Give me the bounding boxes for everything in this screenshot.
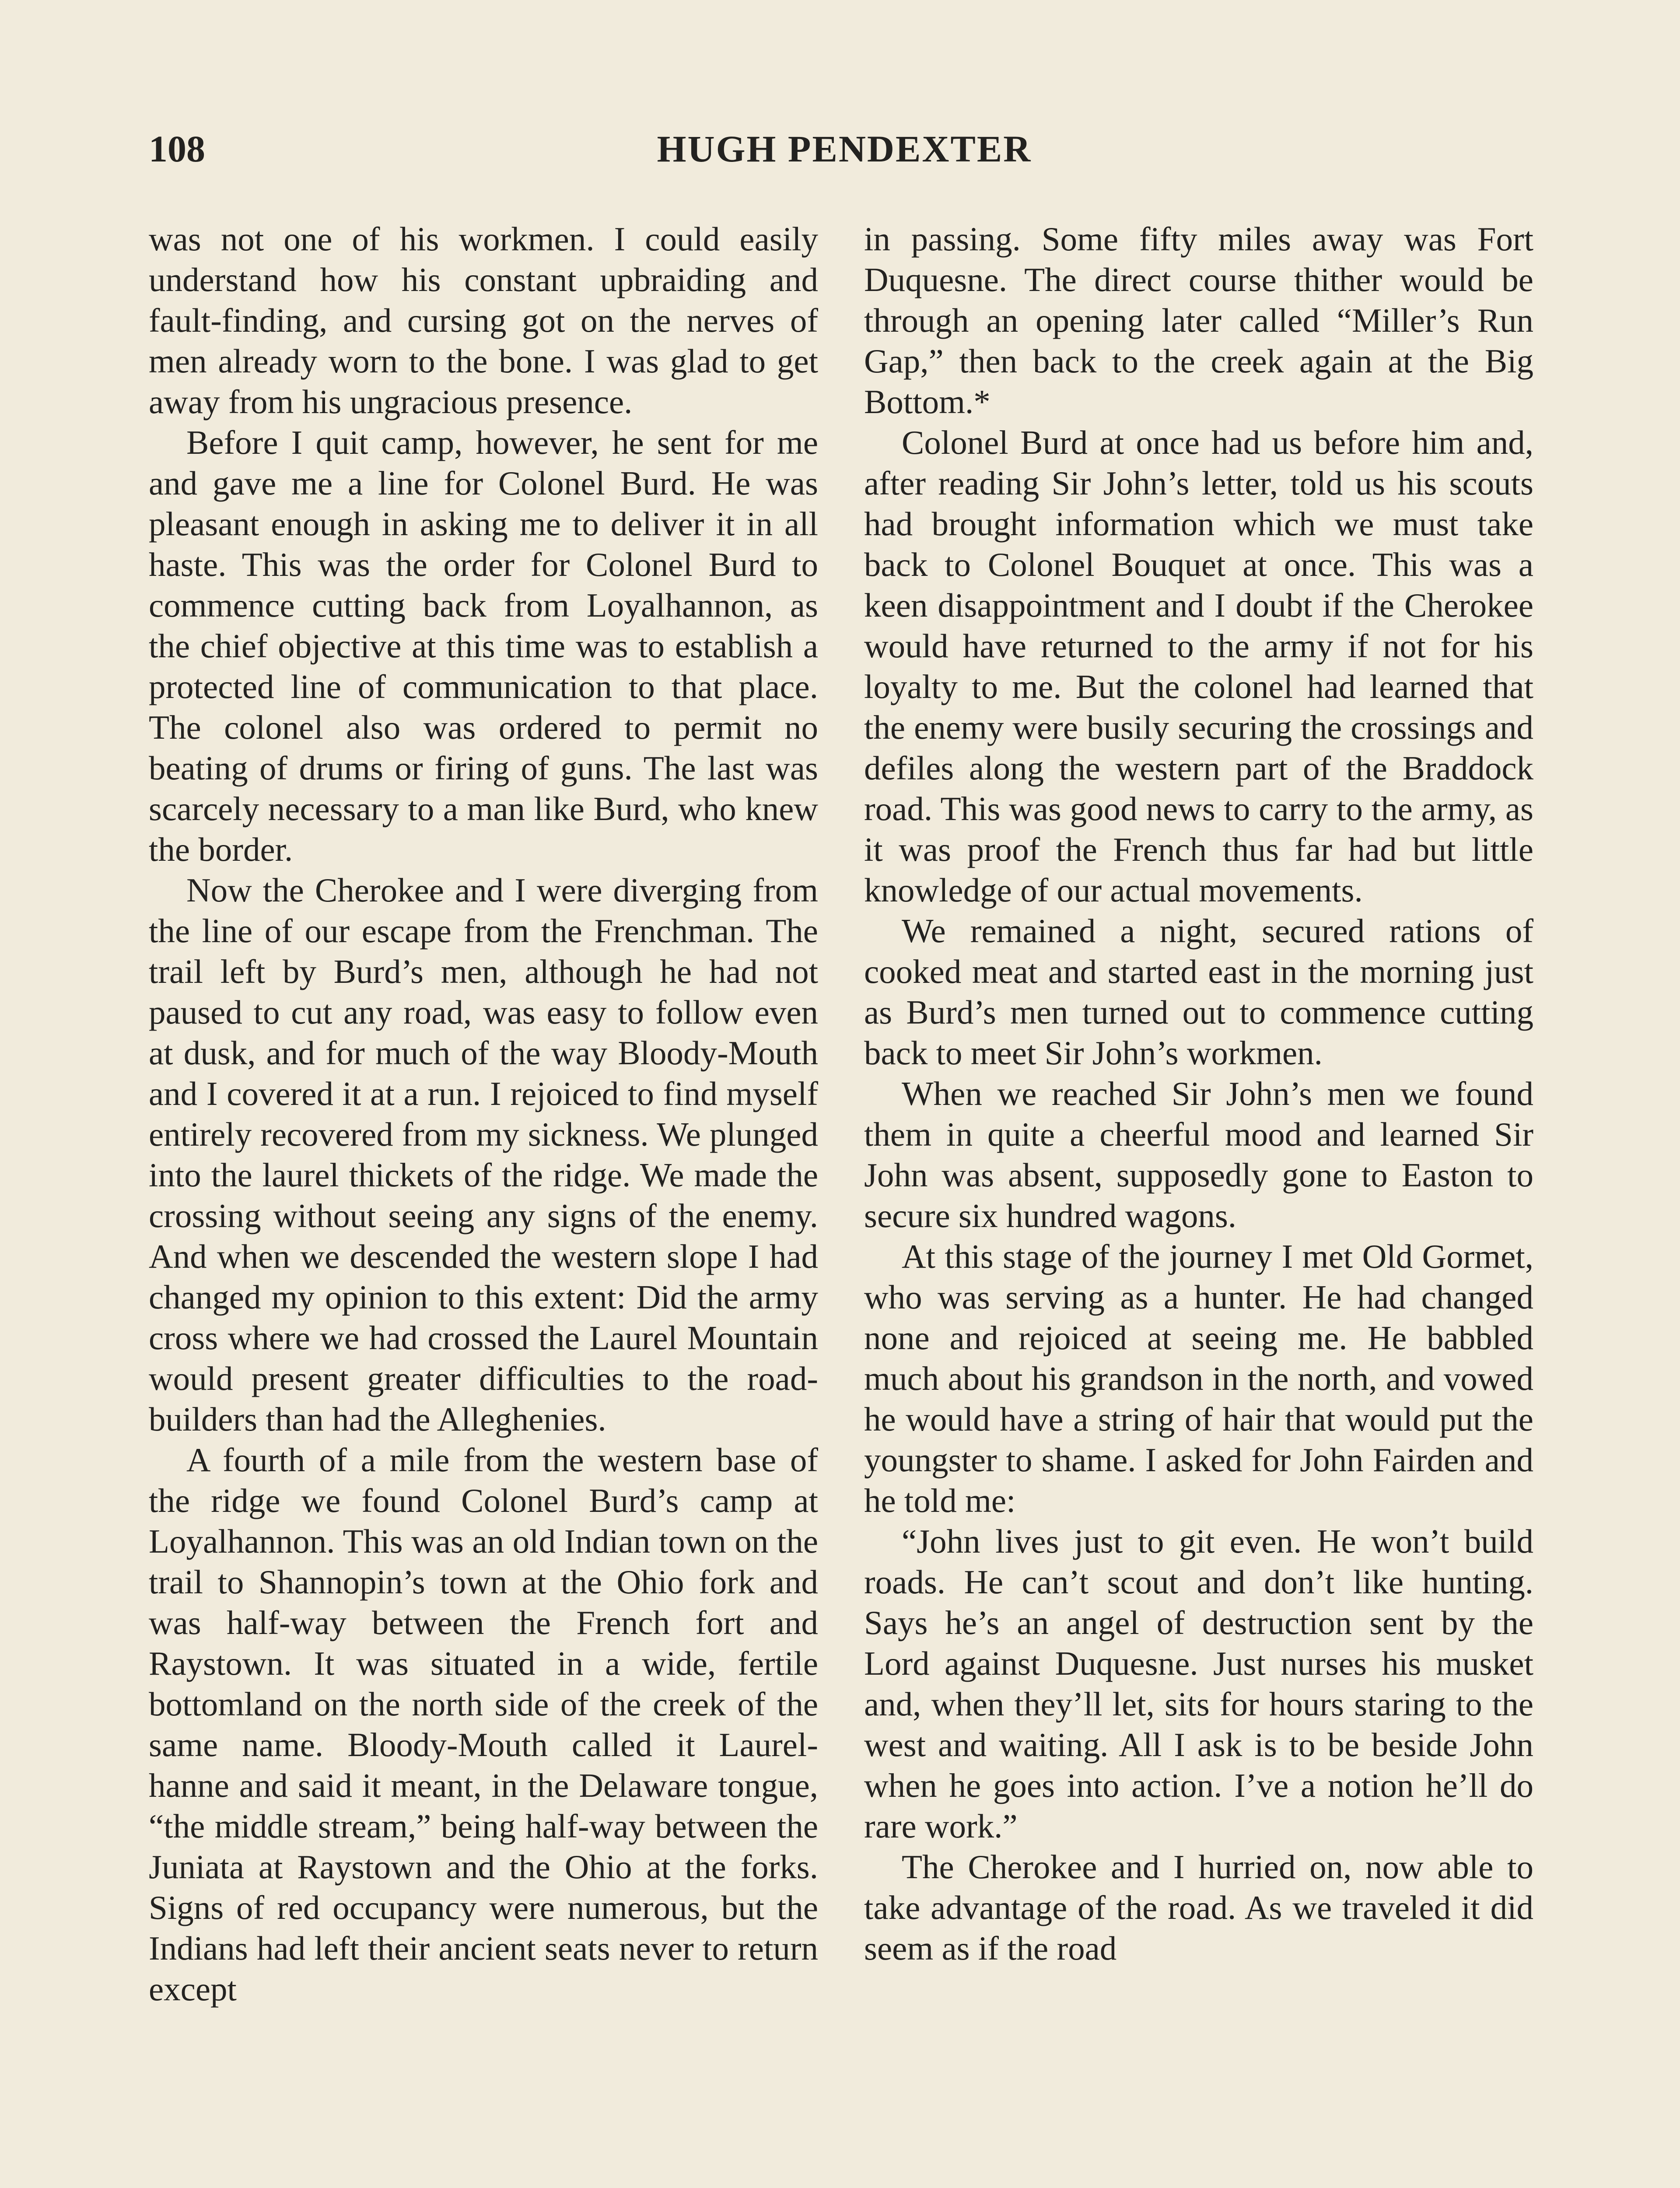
paragraph: Colonel Burd at once had us before him and, after reading Sir John’s letter, told us his scouts had brought information which we must take back to Colonel Bouquet at once. This was a keen disappointment and I doubt if the Cherokee would have returned to the army if not for his loyalty to me. But the colonel had learned that the enemy were busily securing the crossings and defiles along the western part of the Braddock road. This was good news to carry to the army, as it was proof the French thus far had but little knowledge of our actual movements. [864, 424, 1533, 909]
paragraph: Now the Cherokee and I were diverging from the line of our escape from the Frenchman. The trail left by Burd’s men, although he had not paused to cut any road, was easy to follow even at dusk, and for much of the way Bloody-Mouth and I covered it at a run. I rejoiced to find myself entirely recovered from my sickness. We plunged into the laurel thickets of the ridge. We made the crossing without seeing any signs of the enemy. And when we descended the western slope I had changed my opinion to this extent: Did the army cross where we had crossed the Laurel Mountain would present greater difficulties to the road-builders than had the Alleghenies. [149, 871, 818, 1438]
paragraph: We remained a night, secured rations of cooked meat and started east in the morning just as Burd’s men turned out to commence cutting back to meet Sir John’s workmen. [864, 912, 1533, 1072]
paragraph: “John lives just to git even. He won’t build roads. He can’t scout and don’t like hunting. Says he’s an angel of destruction sent by the Lord against Duquesne. Just nurses his musket and, when they’ll let, sits for hours staring to the west and waiting. All I ask is to be beside John when he goes into action. I’ve a notion he’ll do rare work.” [864, 1522, 1533, 1845]
running-head-author: HUGH PENDEXTER [657, 128, 1032, 170]
paragraph: When we reached Sir John’s men we found them in quite a cheerful mood and learned Sir John was absent, supposedly gone to Easton to secure six hundred wagons. [864, 1075, 1533, 1234]
page-number: 108 [149, 128, 205, 170]
paragraph: was not one of his workmen. I could easily understand how his constant upbraiding and fault-finding, and cursing got on the nerves of men already worn to the bone. I was glad to get away from his ungracious presence. [149, 220, 818, 421]
left-text-column [149, 219, 818, 2009]
paragraph: A fourth of a mile from the western base of the ridge we found Colonel Burd’s camp at Loyalhannon. This was an old Indian town on the trail to Shannopin’s town at the Ohio fork and was half-way between the French fort and Raystown. It was situated in a wide, fertile bottomland on the north side of the creek of the same name. Bloody-Mouth called it Laurel-hanne and said it meant, in the Delaware tongue, “the middle stream,” being half-way between the Juniata at Raystown and the Ohio at the forks. Signs of red occupancy were numerous, but the Indians had left their ancient seats never to return except [149, 1441, 818, 2008]
page-header [149, 127, 1540, 184]
paragraph: in passing. Some fifty miles away was Fort Duquesne. The direct course thither would be through an opening later called “Miller’s Run Gap,” then back to the creek again at the Big Bottom.* [864, 220, 1533, 421]
paragraph: At this stage of the journey I met Old Gormet, who was serving as a hunter. He had changed none and rejoiced at seeing me. He babbled much about his grandson in the north, and vowed he would have a string of hair that would put the youngster to shame. I asked for John Fairden and he told me: [864, 1238, 1533, 1519]
paragraph: Before I quit camp, however, he sent for me and gave me a line for Colonel Burd. He was pleasant enough in asking me to deliver it in all haste. This was the order for Colonel Burd to commence cutting back from Loyalhannon, as the chief objective at this time was to establish a protected line of communication to that place. The colonel also was ordered to permit no beating of drums or firing of guns. The last was scarcely necessary to a man like Burd, who knew the border. [149, 424, 818, 868]
paragraph: The Cherokee and I hurried on, now able to take advantage of the road. As we traveled it did seem as if the road [864, 1848, 1533, 1967]
right-text-column [864, 219, 1533, 1969]
